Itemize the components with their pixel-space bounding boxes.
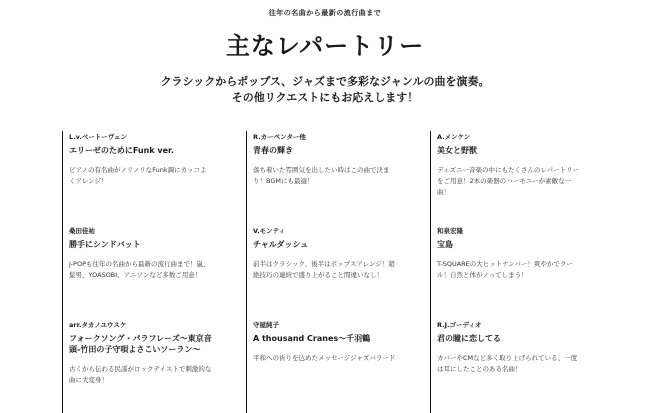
card-artist: A.メンケン — [437, 133, 471, 141]
card-artist: R.カーペンター他 — [253, 133, 306, 141]
card-artist: 桑田佳祐 — [69, 227, 95, 235]
card-artist: R.J.ゴーディオ — [437, 321, 482, 329]
card-artist: 和泉宏隆 — [437, 227, 463, 235]
card-song-title: 青春の輝き — [253, 146, 293, 155]
card-description: ディズニー音楽の中にもたくさんのレパートリーをご用意！2本の楽器のハーモニーが素敵な一曲！ — [437, 166, 580, 196]
repertoire-card — [62, 319, 213, 413]
card-song-title: 宝島 — [437, 240, 453, 249]
card-description: T-SQUAREの大ヒットナンバー！爽やかでクール！自然と体がノってしまう！ — [437, 260, 573, 279]
card-song-title: 勝手にシンドバット — [69, 240, 141, 249]
lead-line-1: クラシックからポップス、ジャズまで多彩なジャンルの曲を演奏。 — [160, 75, 490, 88]
repertoire-card — [430, 225, 581, 319]
page-title: 主なレパートリー — [225, 32, 425, 60]
repertoire-card — [246, 225, 397, 319]
lead-text — [0, 74, 650, 106]
repertoire-card — [430, 319, 581, 413]
card-description: 前半はクラシック、後半はポップスアレンジ！超絶技巧の連続で盛り上がること間違いなし！ — [253, 260, 395, 279]
repertoire-grid — [62, 131, 581, 413]
card-description: ピアノの有名曲がノリノリなFunk調にカッコよくアレンジ！ — [69, 166, 207, 185]
repertoire-card — [246, 319, 397, 413]
repertoire-card — [62, 225, 213, 319]
card-description: 平和への祈りを込めたメッセージジャズバラード — [253, 354, 396, 362]
section-eyebrow: 往年の名曲から最新の流行曲まで — [268, 9, 382, 17]
card-song-title: 美女と野獣 — [437, 146, 477, 155]
repertoire-card — [246, 131, 397, 225]
card-description: J-POPも往年の名曲から最新の流行曲まで！嵐、髭男、YOASOBI、アニソンなど多数ご用意！ — [69, 260, 210, 279]
repertoire-card — [430, 131, 581, 225]
card-artist: 守屋純子 — [253, 321, 279, 329]
repertoire-card — [62, 131, 213, 225]
card-artist: arr.タカノユウスケ — [69, 321, 127, 329]
card-song-title: 君の瞳に恋してる — [437, 334, 501, 343]
card-artist: L.v.ベートーヴェン — [69, 133, 128, 141]
card-song-title: フォークソング・パラフレーズ〜東京音頭-竹田の子守唄よさこいソーラン〜 — [69, 334, 212, 354]
lead-line-2: その他リクエストにもお応えします！ — [231, 91, 419, 104]
card-description: カバーやCMなど多く取り上げられている、一度は耳にしたことのある名曲！ — [437, 354, 578, 373]
card-song-title: チャルダッシュ — [253, 240, 309, 249]
card-song-title: A thousand Cranes〜千羽鶴 — [253, 334, 371, 343]
card-description: 落ち着いた雰囲気を出したい時はこの曲で決まり！BGMにも最適！ — [253, 166, 390, 185]
card-description: 古くから伝わる民謡がロックテイストで刺激的な曲に大変身！ — [69, 365, 212, 384]
card-song-title: エリーゼのためにFunk ver. — [69, 146, 174, 155]
card-artist: V.モンティ — [253, 227, 286, 235]
